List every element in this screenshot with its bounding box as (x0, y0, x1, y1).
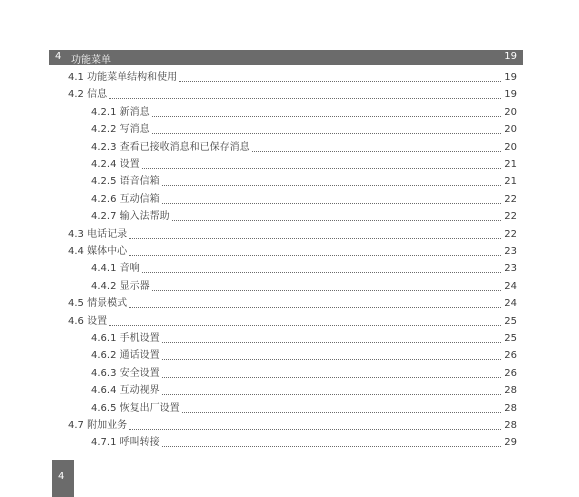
toc-entry[interactable] (68, 242, 517, 258)
dot-leader (162, 446, 502, 447)
toc-entry[interactable] (91, 190, 517, 206)
dot-leader (129, 429, 501, 430)
toc-entry[interactable] (91, 346, 517, 362)
toc-entry-label: 4.2.7 输入法帮助 (91, 211, 170, 223)
toc-entry-page: 23 (504, 246, 517, 257)
dot-leader (129, 238, 501, 239)
toc-entry-page: 19 (504, 89, 517, 101)
toc-entry-label: 4.2.2 写消息 (91, 124, 150, 136)
toc-entry-page: 29 (504, 437, 517, 449)
toc-entry-page: 26 (504, 367, 517, 379)
toc-entry-label: 4.2.3 查看已接收消息和已保存消息 (91, 141, 250, 153)
page-number: 4 (58, 471, 65, 482)
toc-entry[interactable] (91, 138, 517, 154)
toc-entry-page: 28 (504, 385, 517, 397)
toc-entry[interactable] (91, 103, 517, 119)
toc-entry[interactable] (68, 294, 517, 310)
toc-entry-label: 4.2.5 语音信箱 (91, 176, 160, 188)
chapter-title: 功能菜单 (71, 55, 111, 66)
dot-leader (129, 307, 501, 308)
toc-entry-page: 22 (504, 228, 517, 240)
dot-leader (129, 255, 501, 256)
dot-leader (152, 116, 502, 117)
dot-leader (162, 394, 502, 395)
toc-entry-label: 4.5 情景模式 (68, 298, 128, 310)
toc-entry[interactable] (91, 120, 517, 136)
toc-entry-page: 23 (504, 263, 517, 275)
toc-entry-page: 21 (504, 176, 517, 188)
toc-entry-page: 24 (504, 280, 517, 292)
toc-entry[interactable] (91, 329, 517, 345)
dot-leader (142, 168, 502, 169)
toc-entry[interactable] (68, 68, 517, 84)
toc-entry-label: 4.7 附加业务 (68, 420, 128, 431)
toc-entry-page: 28 (504, 402, 517, 414)
toc-entry-page: 20 (504, 141, 517, 153)
toc-entry-label: 4.4.2 显示器 (91, 280, 150, 292)
dot-leader (109, 325, 501, 326)
toc-entry-page: 20 (504, 106, 517, 118)
toc-entry-label: 4.1 功能菜单结构和使用 (68, 72, 178, 83)
toc-entry-label: 4.7.1 呼叫转接 (91, 437, 160, 449)
toc-entry-label: 4.2.1 新消息 (91, 106, 150, 118)
toc-entry[interactable] (91, 381, 517, 397)
dot-leader (152, 290, 502, 291)
toc-entry[interactable] (68, 85, 517, 101)
toc-entry-page: 20 (504, 124, 517, 136)
toc-entry[interactable] (91, 433, 517, 449)
toc-entry-label: 4.2.4 设置 (91, 159, 140, 170)
toc-entry-label: 4.4 媒体中心 (68, 246, 128, 257)
toc-entry-label: 4.6.3 安全设置 (91, 367, 160, 379)
dot-leader (162, 377, 502, 378)
toc-entry[interactable] (68, 225, 517, 241)
toc-entry[interactable] (68, 312, 517, 328)
toc-entry-label: 4.6.4 互动视界 (91, 385, 160, 397)
toc-entry-label: 4.3 电话记录 (68, 228, 128, 240)
chapter-page: 19 (504, 51, 517, 62)
toc-entry-page: 22 (504, 193, 517, 205)
toc-entry-label: 4.2.6 互动信箱 (91, 193, 160, 205)
toc-entry-label: 4.6 设置 (68, 315, 108, 327)
toc-entry-label: 4.6.5 恢复出厂设置 (91, 402, 180, 414)
toc-entry-page: 28 (504, 420, 517, 431)
dot-leader (109, 98, 501, 99)
dot-leader (162, 359, 502, 360)
toc-entry-page: 21 (504, 159, 517, 170)
dot-leader (162, 203, 502, 204)
dot-leader (142, 272, 502, 273)
toc-entry[interactable] (91, 277, 517, 293)
toc-entry-page: 24 (504, 298, 517, 310)
dot-leader (152, 133, 502, 134)
toc-entry[interactable] (91, 259, 517, 275)
toc-entry-label: 4.6.1 手机设置 (91, 333, 160, 344)
toc-entry-page: 19 (504, 72, 517, 83)
dot-leader (162, 342, 502, 343)
chapter-number: 4 (55, 51, 62, 62)
dot-leader (162, 185, 502, 186)
toc-entry[interactable] (91, 172, 517, 188)
toc-entry[interactable] (91, 364, 517, 380)
toc-entry[interactable] (91, 399, 517, 415)
chapter-header (49, 50, 523, 65)
toc-entry-page: 22 (504, 211, 517, 223)
dot-leader (179, 81, 501, 82)
dot-leader (172, 220, 502, 221)
toc-entry[interactable] (91, 155, 517, 171)
toc-entry[interactable] (91, 207, 517, 223)
toc-entry[interactable] (68, 416, 517, 432)
toc-entry-page: 25 (504, 315, 517, 327)
toc-entry-label: 4.4.1 音响 (91, 263, 140, 275)
toc-entry-label: 4.6.2 通话设置 (91, 350, 160, 362)
toc-entry-page: 26 (504, 350, 517, 362)
toc-entry-label: 4.2 信息 (68, 89, 108, 101)
dot-leader (182, 412, 502, 413)
toc-entry-page: 25 (504, 333, 517, 344)
dot-leader (252, 151, 502, 152)
page-number-tab (52, 460, 74, 497)
